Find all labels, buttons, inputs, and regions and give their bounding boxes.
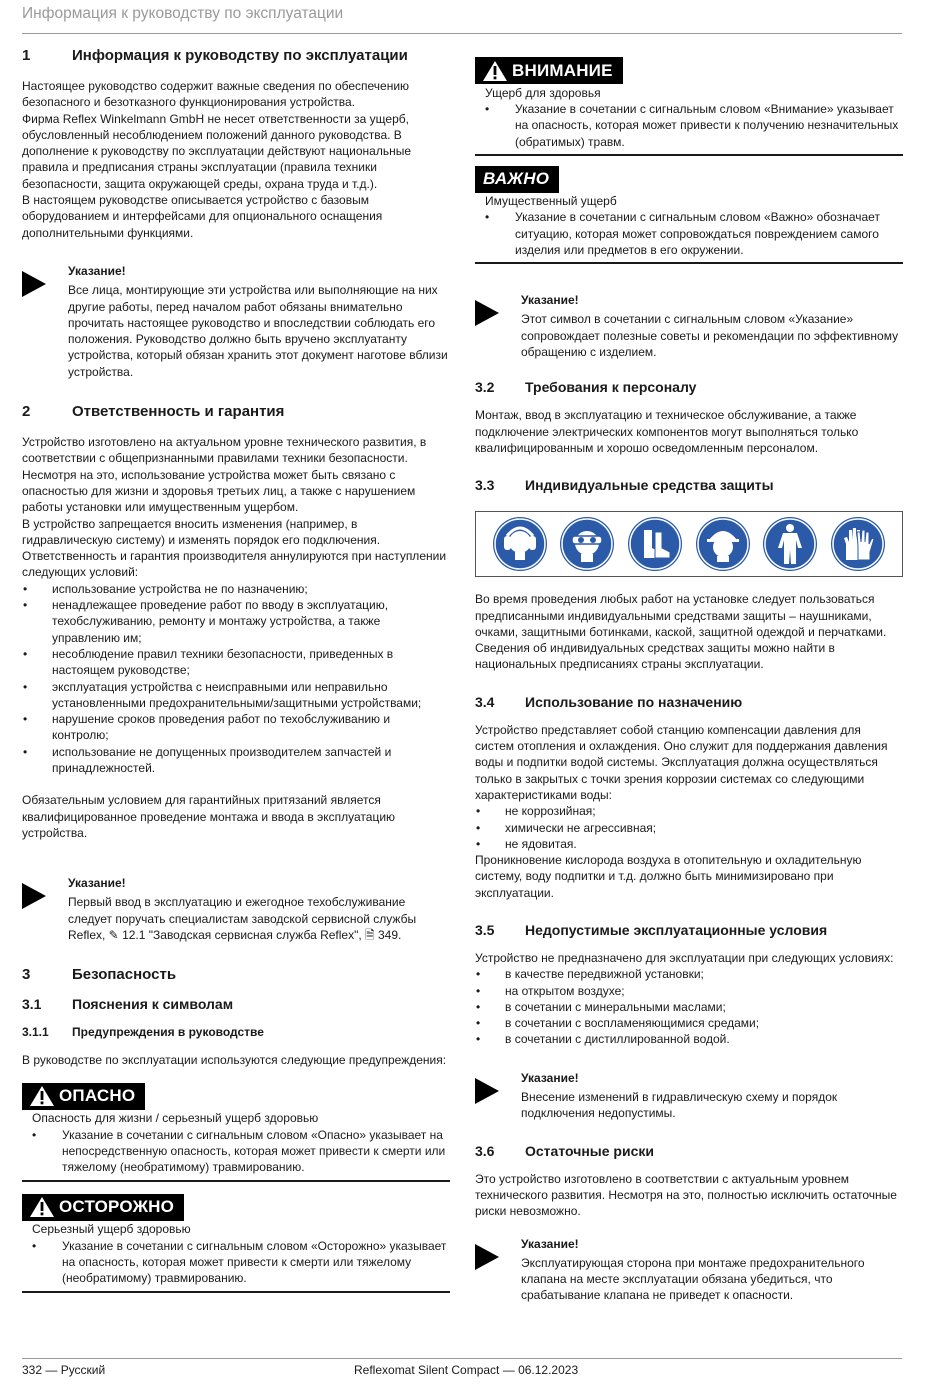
list-item: • ненадлежащее проведение работ по вводу в эксплуатацию, техобслуживанию, ремонту и монтажу устройства, а также управлению им; [22,597,450,646]
section-number: 3.2 [475,379,495,396]
section-title: Пояснения к символам [72,996,234,1013]
warning-danger [22,1083,450,1182]
paragraph: Устройство изготовлено на актуальном уровне технического развития, в соответствии с общепризнанными правилами техники безопасности. Несмотря на это, использование устройства может быть связано с опасностью для жизни и здоровья третьих лиц, а также с нарушением работы установки или имущественным ущербом. [22,435,427,515]
ear-protection-icon [492,516,548,572]
section-2-heading [22,402,450,422]
arrow-right-icon [22,875,68,943]
section-number: 3.3 [475,477,495,494]
list-item: • в сочетании с минеральными маслами; [475,999,903,1015]
section-title: Ответственность и гарантия [72,403,285,421]
water-properties-list [475,803,903,852]
paragraph: Монтаж, ввод в эксплуатацию и техническое обслуживание, а также подключение электрических компонентов могут выполняться только квалифицированным и хорошо осведомленным персоналом. [475,408,859,455]
warning-triangle-icon [483,61,507,81]
warning-label: ОСТОРОЖНО [59,1197,175,1217]
conditions-list [22,581,450,777]
note-title: Указание! [521,293,579,308]
list-item: • использование не допущенных производителем запчастей и принадлежностей. [22,744,450,777]
paragraph: В настоящем руководстве описывается устройство с базовым оборудованием и интерфейсами для опционального оснащения дополнительными функциями. [22,193,383,240]
ppe-icon-strip [475,511,903,577]
list-item: • несоблюдение правил техники безопасности, приведенных в настоящем руководстве; [22,646,450,679]
paragraph: Ответственность и гарантия производителя аннулируются при наступлении следующих условий: [22,549,447,580]
paragraph: Фирма Reflex Winkelmann GmbH не несет ответственности за ущерб, обусловленный несоблюдением положений данного руководства. В дополнение к руководству по эксплуатации действуют национальные правила и предписания страны эксплуатации (правила техники безопасности, защита окружающей среды, охрана труда и т.д.). [22,111,412,191]
footer-page-info: 332 — Русский [22,1363,106,1377]
footer-document-info: Reflexomat Silent Compact — 06.12.2023 [354,1363,579,1377]
section-number: 3.5 [475,922,495,938]
section-title: Индивидуальные средства защиты [525,477,774,494]
section-title: Информация к руководству по эксплуатации [72,47,408,64]
warning-badge [22,1194,184,1221]
warning-triangle-icon [30,1197,54,1217]
warning-text: • Указание в сочетании с сигнальным словом «Опасно» указывает на непосредственную опасность, которая может привести к смерти или тяжелому (необратимому) травмированию. [22,1127,450,1176]
warning-text: • Указание в сочетании с сигнальным словом «Внимание» указывает на опасность, которая может привести к получению незначительных (обратимых) травм. [475,101,903,150]
arrow-right-icon [22,263,68,380]
section-3-1-heading [22,995,450,1014]
warning-caution [22,1194,450,1293]
list-item: • на открытом воздухе; [475,983,903,999]
section-3-4-heading [475,693,903,712]
gloves-icon [830,516,886,572]
section-title: Предупреждения в руководстве [72,1025,264,1040]
paragraph: Во время проведения любых работ на установке следует пользоваться предписанными индивидуальными средствами защиты – наушниками, очками, защитными ботинками, каской, защитной одеждой и перчатками. Сведения об индивидуальных средствах защиты можно найти в национальных предписаниях страны эксплуатации. [475,592,887,672]
warning-badge [475,57,623,84]
section-number: 3 [22,966,31,984]
note-text: Первый ввод в эксплуатацию и ежегодное техобслуживание следует поручать специалистам заводской сервисной службы Reflex, ✎ 12.1 "Заводская сервисная служба Reflex", 🗎 349. [68,895,417,943]
list-item: • химически не агрессивная; [475,820,903,836]
section-title: Использование по назначению [525,693,743,710]
note-block [475,1236,903,1304]
list-item: • нарушение сроков проведения работ по техобслуживанию и контролю; [22,711,450,744]
page-header [22,4,902,34]
arrow-right-icon [475,1236,521,1304]
section-3-2-heading [475,378,903,397]
paragraph: Проникновение кислорода воздуха в отопительную и охладительную систему, воду подпитки и т.д. должно быть минимизировано при эксплуатации. [475,853,862,900]
paragraph: Обязательным условием для гарантийных притязаний является квалифицированное проведение монтажа и ввода в эксплуатацию устройства. [22,793,396,840]
warning-badge [22,1083,145,1110]
prohibited-conditions-list [475,966,903,1047]
warning-important [475,166,903,264]
list-item: • не ядовитая. [475,836,903,852]
left-column [22,46,450,1293]
paragraph: В руководстве по эксплуатации используются следующие предупреждения: [22,1053,447,1068]
section-title: Безопасность [72,966,177,984]
page-header-title: Информация к руководству по эксплуатации [22,5,344,22]
paragraph: Это устройство изготовлено в соответствии с актуальным уровнем технического развития. Несмотря на это, полностью исключить остаточные риски невозможно. [475,1171,897,1219]
note-block [475,292,903,360]
list-item: • в качестве передвижной установки; [475,966,903,982]
note-block [475,1070,903,1122]
list-item: • эксплуатация устройства с неисправными или неправильно установленными предохранительными/защитными устройствами; [22,679,450,712]
warning-badge [475,166,559,193]
warning-subtitle: Опасность для жизни / серьезный ущерб здоровью [32,1111,319,1126]
warning-triangle-icon [30,1086,54,1106]
footer-divider [22,1358,902,1359]
warning-subtitle: Ущерб для здоровья [485,85,601,100]
section-title: Требования к персоналу [525,379,697,396]
warning-label: ВНИМАНИЕ [512,60,613,80]
section-number: 3.1.1 [22,1025,49,1040]
warning-attention [475,57,903,156]
section-1-heading [22,46,450,66]
hard-hat-icon [695,516,751,572]
warning-list [22,1127,450,1176]
list-item: • в сочетании с дистиллированной водой. [475,1031,903,1047]
arrow-right-icon [475,1070,521,1122]
section-3-6-heading [475,1142,903,1161]
safety-boots-icon [627,516,683,572]
list-item: • в сочетании с воспламеняющимися средами; [475,1015,903,1031]
note-title: Указание! [521,1070,579,1085]
section-title: Недопустимые эксплуатационные условия [525,922,828,938]
note-title: Указание! [68,263,126,278]
section-3-heading [22,965,450,985]
section-3-3-heading [475,476,903,495]
note-text: Внесение изменений в гидравлическую схему и порядок подключения недопустимы. [521,1090,838,1121]
section-number: 3.6 [475,1142,495,1159]
arrow-right-icon [475,292,521,360]
warning-text: • Указание в сочетании с сигнальным словом «Осторожно» указывает на опасность, которая может привести к смерти или тяжелому (необратимому) травмированию. [22,1238,450,1287]
warning-label: ВАЖНО [483,169,550,189]
paragraph: Устройство представляет собой станцию компенсации давления для систем отопления и охлаждения. Оно служит для поддержания давления воды и подпитки водой системы. Эксплуатация должна осуществляться только в закрытых с точки зрения коррозии системах со следующими характеристиками воды: [475,722,888,802]
warning-list [475,209,903,258]
warning-list [22,1238,450,1287]
note-text: Все лица, монтирующие эти устройства или выполняющие на них другие работы, перед началом работ обязаны внимательно прочитать настоящее руководство и впоследствии соблюдать его положения. Руководство должно быть вручено эксплуатанту устройства, который обязан хранить этот документ наготове вблизи устройства. [68,283,448,379]
note-block [22,263,450,380]
section-number: 2 [22,403,31,421]
warning-subtitle: Имущественный ущерб [485,193,617,208]
section-number: 3.1 [22,996,42,1013]
note-title: Указание! [521,1236,579,1251]
section-3-1-1-heading [22,1024,450,1040]
list-item: • использование устройства не по назначению; [22,581,450,597]
warning-label: ОПАСНО [59,1086,136,1106]
section-title: Остаточные риски [525,1142,654,1159]
note-text: Эксплуатирующая сторона при монтаже предохранительного клапана на месте эксплуатации обязана убедиться, что срабатывание клапана не приведет к опасности. [521,1255,865,1303]
warning-subtitle: Серьезный ущерб здоровью [32,1222,191,1237]
paragraph: В устройство запрещается вносить изменения (например, в гидравлическую систему) и изменять порядок его подключения. [22,516,381,547]
section-3-5-heading [475,921,903,940]
note-text: Этот символ в сочетании с сигнальным словом «Указание» сопровождает полезные советы и рекомендации по эффективному обращению с изделием. [521,312,899,360]
section-number: 1 [22,47,31,64]
list-item: • не коррозийная; [475,803,903,819]
protective-clothing-icon [762,516,818,572]
divider [22,1291,450,1293]
section-number: 3.4 [475,693,495,710]
goggles-icon [559,516,615,572]
note-block [22,875,450,943]
right-column [475,57,903,1304]
warning-list [475,101,903,150]
paragraph: Устройство не предназначено для эксплуатации при следующих условиях: [475,951,894,965]
note-title: Указание! [68,876,126,891]
paragraph: Настоящее руководство содержит важные сведения по обеспечению безопасного и безотказного функционирования устройства. [22,79,410,110]
warning-text: • Указание в сочетании с сигнальным словом «Важно» обозначает ситуацию, которая может сопровождаться повреждением самого изделия или предметов в его окружении. [475,209,903,258]
